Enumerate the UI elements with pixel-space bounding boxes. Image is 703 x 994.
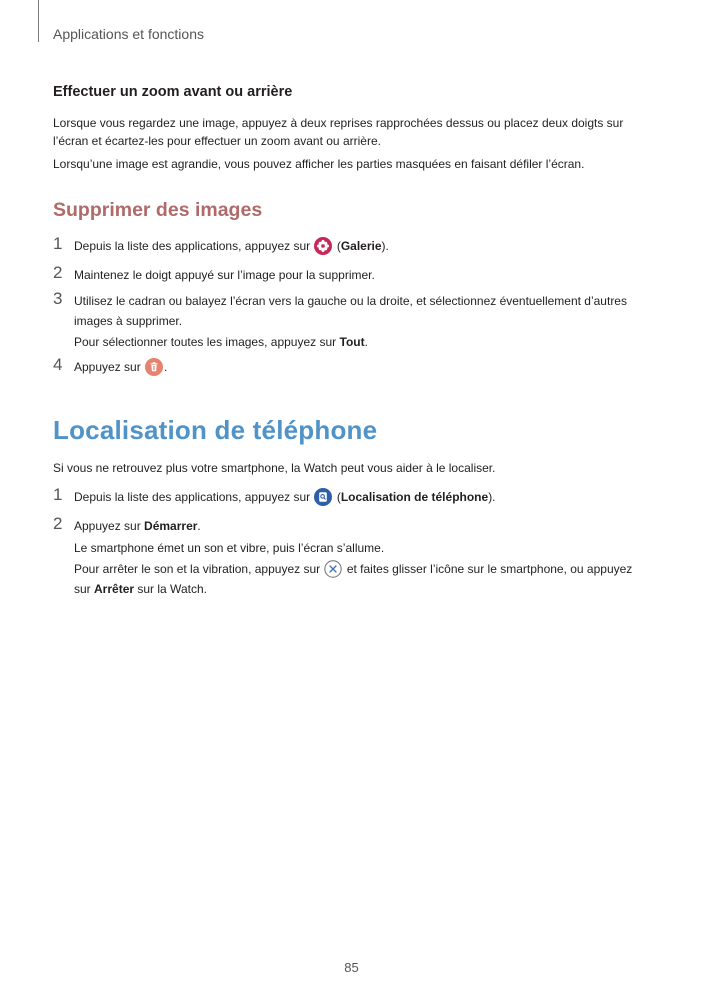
delete-images-heading: Supprimer des images xyxy=(53,199,263,221)
step-text-line-1: Appuyez sur Démarrer. xyxy=(74,519,201,533)
header-rule xyxy=(38,0,39,42)
step-text: Depuis la liste des applications, appuyez sur xyxy=(74,239,311,253)
step-text-line-2: images à supprimer. xyxy=(74,313,183,328)
find-phone-icon xyxy=(314,488,332,506)
locate-step-2 xyxy=(53,514,653,599)
locate-phone-intro: Si vous ne retrouvez plus votre smartphone, la Watch peut vous aider à le localiser. xyxy=(53,461,496,475)
step-number: 2 xyxy=(53,514,63,533)
step-number: 2 xyxy=(53,263,63,282)
gallery-flower-icon xyxy=(314,237,332,255)
running-header: Applications et fonctions xyxy=(53,26,204,42)
step-text: Maintenez le doigt appuyé sur l’image pour la supprimer. xyxy=(74,268,375,282)
zoom-paragraph-2: Lorsqu’une image est agrandie, vous pouvez afficher les parties masquées en faisant défiler l’écran. xyxy=(53,157,585,171)
locate-phone-heading: Localisation de téléphone xyxy=(53,415,378,445)
close-circle-icon xyxy=(324,560,342,578)
page-number: 85 xyxy=(344,960,359,975)
zoom-paragraph-1 xyxy=(53,114,653,150)
step-number: 3 xyxy=(53,289,63,308)
option-demarrer: Démarrer xyxy=(144,519,198,533)
step-text-line-2: Le smartphone émet un son et vibre, puis l’écran s’allume. xyxy=(74,540,385,555)
app-name-localisation: Localisation de téléphone xyxy=(340,490,489,504)
zoom-paragraph-1-line-1: Lorsque vous regardez une image, appuyez à deux reprises rapprochées dessus ou placez deux doigts sur xyxy=(53,116,624,130)
option-tout: Tout xyxy=(339,335,365,349)
delete-step-2 xyxy=(53,263,653,286)
step-note: Pour sélectionner toutes les images, appuyez sur Tout. xyxy=(74,335,368,349)
option-arreter: Arrêter xyxy=(94,581,135,596)
delete-step-1: 1 Depuis la liste des applications, appuyez sur (Galerie). xyxy=(53,234,389,253)
delete-step-4: 4 Appuyez sur . xyxy=(53,355,168,374)
zoom-heading: Effectuer un zoom avant ou arrière xyxy=(53,84,293,100)
delete-step-3 xyxy=(53,289,653,353)
step-text-line-4: sur Arrêter sur la Watch. xyxy=(74,581,207,596)
step-text-line-3: Pour arrêter le son et la vibration, appuyez sur et faites glisser l’icône sur le smartphone, ou appuyez xyxy=(74,560,653,580)
step-text: Appuyez sur xyxy=(74,360,141,374)
trash-icon xyxy=(145,358,163,376)
step-number: 1 xyxy=(53,485,63,504)
step-text-line-1: Utilisez le cadran ou balayez l’écran vers la gauche ou la droite, et sélectionnez éventuellement d’autres xyxy=(74,294,627,308)
app-name-galerie: Galerie xyxy=(340,239,382,253)
step-number: 1 xyxy=(53,234,63,253)
zoom-paragraph-1-line-2: l’écran et écartez-les pour effectuer un zoom avant ou arrière. xyxy=(53,134,381,148)
locate-step-1: 1 Depuis la liste des applications, appuyez sur (Localisation de téléphone). xyxy=(53,485,496,504)
step-number: 4 xyxy=(53,355,63,374)
step-text: Depuis la liste des applications, appuyez sur xyxy=(74,490,311,504)
